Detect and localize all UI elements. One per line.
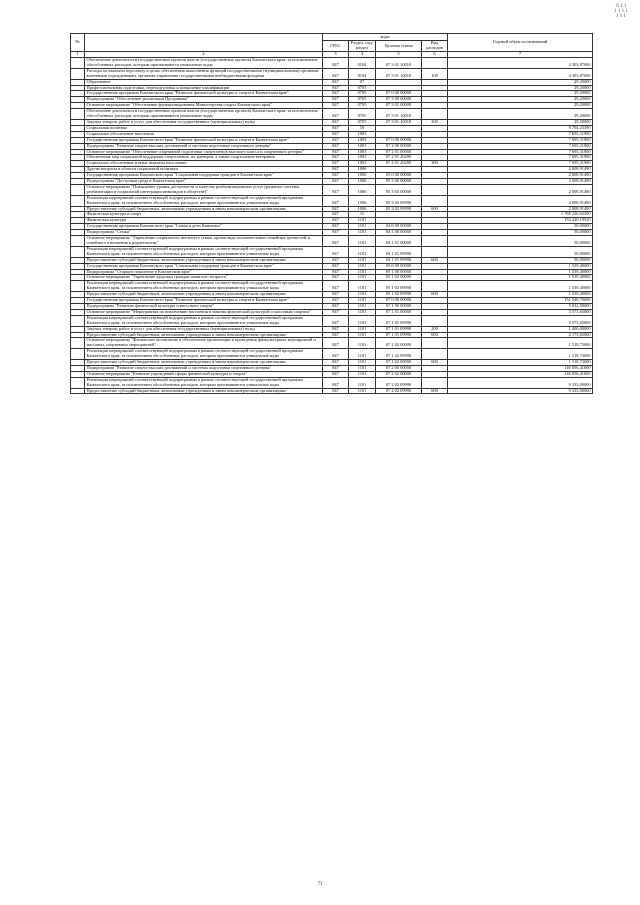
row-amount: 50,00000 xyxy=(448,246,593,257)
row-vid: 600 xyxy=(422,292,448,298)
row-vid xyxy=(422,246,448,257)
row-target: 04 0 00 00000 xyxy=(376,224,422,230)
row-target: 07 1 02 00000 xyxy=(376,338,422,349)
row-amount: 1 400,00000 xyxy=(448,326,593,332)
row-amount: 2 008,91490 xyxy=(448,179,593,185)
row-vid: 600 xyxy=(422,257,448,263)
row-amount: 151 548,79600 xyxy=(448,298,593,304)
row-section: 1101 xyxy=(349,281,376,292)
row-name: Реализация мероприятий соответствующей подпрограммы в рамках соответствующей государственной программы Камчатского края, за исключением обособленных расходов, которым присваиваются уникальные коды xyxy=(85,281,323,292)
row-grbs: 847 xyxy=(323,143,349,149)
row-amount: 1 788 226,02300 xyxy=(448,212,593,218)
row-amount: 1 539,40000 xyxy=(448,269,593,275)
row-target: 07 0 00 00000 xyxy=(376,91,422,97)
row-target: 04 1 01 09990 xyxy=(376,257,422,263)
row-amount: 146 856,41600 xyxy=(448,365,593,371)
row-name: Основное мероприятие "Физическое воспитание и обеспечение организации и проведения физкультурных мероприятий и массовых спортивных мероприятий" xyxy=(85,338,323,349)
row-name: Подпрограмма "Развитие спорта высших достижений и системы подготовки спортивного резерва" xyxy=(85,143,323,149)
row-grbs: 847 xyxy=(323,137,349,143)
row-section: 1101 xyxy=(349,349,376,360)
row-section: 1006 xyxy=(349,195,376,206)
row-section: 1101 xyxy=(349,292,376,298)
row-name: Реализация мероприятий соответствующей подпрограммы в рамках соответствующей государственной программы Камчатского края, за исключением обособленных расходов, которым присваиваются уникальные коды xyxy=(85,315,323,326)
row-vid: 600 xyxy=(422,332,448,338)
row-section: 1101 xyxy=(349,371,376,377)
row-section: 1003 xyxy=(349,149,376,155)
row-section: 1101 xyxy=(349,275,376,281)
row-section: 1003 xyxy=(349,131,376,137)
table-row xyxy=(71,68,593,79)
row-section: 1101 xyxy=(349,269,376,275)
row-name: Закупка товаров, работ и услуг для обеспечения государственных (муниципальных) нужд xyxy=(85,326,323,332)
row-amount: 29,20000 xyxy=(448,109,593,120)
table-row xyxy=(71,338,593,349)
row-section: 0104 xyxy=(349,68,376,79)
row-amount: 50,00000 xyxy=(448,230,593,236)
col-num-header: № xyxy=(71,34,85,52)
col-number: 7 xyxy=(448,52,593,58)
row-grbs: 847 xyxy=(323,377,349,388)
row-amount: 50,00000 xyxy=(448,257,593,263)
row-amount: 3 573,65000 xyxy=(448,309,593,315)
row-section: 07 xyxy=(349,79,376,85)
row-grbs: 847 xyxy=(323,315,349,326)
row-grbs: 847 xyxy=(323,195,349,206)
row-section: 1101 xyxy=(349,365,376,371)
row-name: Основное мероприятие "Укрепление здоровья граждан пожилого возраста" xyxy=(85,275,323,281)
table-row xyxy=(71,388,593,394)
row-grbs: 847 xyxy=(323,263,349,269)
row-amount: 4 303,87000 xyxy=(448,68,593,79)
row-target: 05 3 03 00000 xyxy=(376,184,422,195)
col-amount-header: Годовой объем ассигнований xyxy=(448,34,593,52)
row-grbs: 847 xyxy=(323,119,349,125)
row-grbs: 847 xyxy=(323,125,349,131)
row-amount: 2 008,91490 xyxy=(448,195,593,206)
table-row xyxy=(71,184,593,195)
row-target: 07 2 01 20290 xyxy=(376,155,422,161)
row-grbs: 847 xyxy=(323,338,349,349)
row-amount: 50,00000 xyxy=(448,224,593,230)
row-section: 0104 xyxy=(349,58,376,69)
row-number xyxy=(71,195,85,206)
row-target: 05 0 00 00000 xyxy=(376,173,422,179)
row-name: Основное мероприятие "Обеспечение спортивной подготовки спортсменов высокого класса и спортивного резерва" xyxy=(85,149,323,155)
row-name: Другие вопросы в области социальной политики xyxy=(85,167,323,173)
row-amount: 2 173,65000 xyxy=(448,332,593,338)
row-section: 0705 xyxy=(349,91,376,97)
row-target: 07 2 01 20290 xyxy=(376,161,422,167)
row-amount: 7 695,31900 xyxy=(448,137,593,143)
row-target: 07 2 01 00000 xyxy=(376,149,422,155)
row-name: Основное мероприятие "Развитие учреждений сферы физической культуры и спорта" xyxy=(85,371,323,377)
row-number xyxy=(71,68,85,79)
row-grbs: 847 xyxy=(323,303,349,309)
row-target: 05 1 00 00000 xyxy=(376,269,422,275)
row-number xyxy=(71,377,85,388)
row-target: 07 3 01 10010 xyxy=(376,119,422,125)
row-number xyxy=(71,315,85,326)
row-amount: 7 695,31900 xyxy=(448,149,593,155)
row-name: Основное мероприятие "Мероприятия по вовлечению населения в занятия физической культурой и массовым спортом" xyxy=(85,309,323,315)
row-section: 1101 xyxy=(349,298,376,304)
col-number: 1 xyxy=(71,52,85,58)
row-section: 1006 xyxy=(349,167,376,173)
row-name: Подпрограмма "Обеспечение реализации Программы" xyxy=(85,97,323,103)
page-number: 71 xyxy=(317,882,323,887)
row-vid xyxy=(422,184,448,195)
row-amount: 1 518,73000 xyxy=(448,338,593,349)
row-vid: 600 xyxy=(422,206,448,212)
row-target: 07 3 00 00000 xyxy=(376,97,422,103)
row-name: Физическая культура xyxy=(85,218,323,224)
codes-header: коды xyxy=(323,34,448,41)
row-section: 0705 xyxy=(349,119,376,125)
row-grbs: 847 xyxy=(323,109,349,120)
row-target: 07 3 01 10010 xyxy=(376,58,422,69)
row-amount: 2 008,91490 xyxy=(448,206,593,212)
row-target: 07 2 00 00000 xyxy=(376,143,422,149)
row-section: 1003 xyxy=(349,143,376,149)
row-section: 10 xyxy=(349,125,376,131)
row-name: Реализация мероприятий соответствующей подпрограммы в рамках соответствующей государственной программы Камчатского края, за исключением обособленных расходов, которым присваиваются уникальные коды xyxy=(85,246,323,257)
row-grbs: 847 xyxy=(323,298,349,304)
row-section: 1003 xyxy=(349,155,376,161)
row-amount: 1 539,40000 xyxy=(448,263,593,269)
row-section: 1006 xyxy=(349,173,376,179)
row-grbs: 847 xyxy=(323,218,349,224)
col-number: 6 xyxy=(422,52,448,58)
row-vid: 100 xyxy=(422,68,448,79)
row-name: Закупка товаров, работ и услуг для обеспечения государственных (муниципальных) нужд xyxy=(85,119,323,125)
row-name: Государственная программа Камчатского края "Развитие физической культуры и спорта в Камчатском крае" xyxy=(85,137,323,143)
row-section: 0705 xyxy=(349,103,376,109)
row-grbs: 847 xyxy=(323,388,349,394)
budget-table xyxy=(70,33,593,394)
row-target: 07 1 02 09990 xyxy=(376,360,422,366)
row-name: Профессиональная подготовка, переподготовка и повышение квалификации xyxy=(85,85,323,91)
row-name: Основное мероприятие "Укрепление социального института семьи, пропаганда положительных семейных ценностей и семейного отношения к родительству" xyxy=(85,236,323,247)
row-target: 05 1 02 00000 xyxy=(376,275,422,281)
row-vid xyxy=(422,377,448,388)
row-grbs: 847 xyxy=(323,179,349,185)
row-target: 05 0 00 00000 xyxy=(376,263,422,269)
row-grbs: 847 xyxy=(323,184,349,195)
row-section: 1101 xyxy=(349,303,376,309)
row-amount: 1 539,40000 xyxy=(448,281,593,292)
col-section-header: Раздел, под-раздел xyxy=(349,41,376,52)
table-row xyxy=(71,246,593,257)
row-target: 04 1 01 00000 xyxy=(376,236,422,247)
row-grbs: 847 xyxy=(323,212,349,218)
row-target: 07 1 01 09990 xyxy=(376,332,422,338)
row-amount: 153 220,19520 xyxy=(448,218,593,224)
col-number: 4 xyxy=(349,52,376,58)
row-name: Реализация мероприятий соответствующей подпрограммы в рамках соответствующей государственной программы Камчатского края, за исключением обособленных расходов, которым присваиваются уникальные коды xyxy=(85,377,323,388)
row-name: Государственная программа Камчатского края "Социальная поддержка граждан в Камчатском крае" xyxy=(85,263,323,269)
row-target: 07 2 00 00000 xyxy=(376,365,422,371)
row-name: Расходы на выплаты персоналу в целях обеспечения выполнения функций государственными (муниципальными) органами, казенными учреждениями, органами управления государственными внебюджетными фондами xyxy=(85,68,323,79)
row-target: 07 1 01 09990 xyxy=(376,315,422,326)
row-number xyxy=(71,184,85,195)
row-name: Подпрограмма "Доступная среда в Камчатском крае" xyxy=(85,179,323,185)
row-amount: 29,20000 xyxy=(448,97,593,103)
table-row xyxy=(71,236,593,247)
row-name: Предоставление субсидий бюджетным, автономным учреждениям и иным некоммерческим организациям xyxy=(85,206,323,212)
col-target-header: Целевая статья xyxy=(376,41,422,52)
row-grbs: 847 xyxy=(323,161,349,167)
row-grbs: 847 xyxy=(323,173,349,179)
row-name: Образование xyxy=(85,79,323,85)
row-name: Предоставление субсидий бюджетным, автономным учреждениям и иным некоммерческим организациям xyxy=(85,332,323,338)
row-section: 0705 xyxy=(349,109,376,120)
row-number xyxy=(71,58,85,69)
row-amount: 2 008,91490 xyxy=(448,184,593,195)
row-target: 07 2 02 09990 xyxy=(376,377,422,388)
row-grbs: 847 xyxy=(323,309,349,315)
row-section: 1101 xyxy=(349,332,376,338)
row-vid xyxy=(422,58,448,69)
table-row xyxy=(71,58,593,69)
row-target: 05 3 03 09990 xyxy=(376,195,422,206)
row-amount: 7 695,31900 xyxy=(448,143,593,149)
row-target: 05 3 03 09990 xyxy=(376,206,422,212)
row-grbs: 847 xyxy=(323,371,349,377)
row-number xyxy=(71,246,85,257)
row-amount: 7 695,31900 xyxy=(448,131,593,137)
table-row xyxy=(71,377,593,388)
table-row xyxy=(71,195,593,206)
row-target: 04 1 01 09990 xyxy=(376,246,422,257)
row-grbs: 847 xyxy=(323,68,349,79)
row-number xyxy=(71,388,85,394)
row-name: Государственная программа Камчатского края "Семья и дети Камчатки" xyxy=(85,224,323,230)
row-section: 1101 xyxy=(349,309,376,315)
row-section: 1101 xyxy=(349,388,376,394)
row-amount: 3 573,65000 xyxy=(448,315,593,326)
row-name: Обеспечение деятельности государственных органов власти (государственных органов) Камчатского края, за исключением обособленных расходов, которым присваиваются уникальные коды xyxy=(85,109,323,120)
row-amount: 4 303,87000 xyxy=(448,58,593,69)
col-name-header xyxy=(85,34,323,52)
row-amount: 2 008,91490 xyxy=(448,167,593,173)
row-name: Государственная программа Камчатского края "Социальная поддержка граждан в Камчатском крае" xyxy=(85,173,323,179)
col-vid-header: Вид расходов xyxy=(422,41,448,52)
row-target: 07 3 01 10010 xyxy=(376,109,422,120)
row-target: 07 0 00 00000 xyxy=(376,298,422,304)
row-name: Социальная политика xyxy=(85,125,323,131)
row-amount: 2 008,91490 xyxy=(448,173,593,179)
row-grbs: 847 xyxy=(323,230,349,236)
row-section: 11 xyxy=(349,212,376,218)
row-grbs: 847 xyxy=(323,155,349,161)
row-section: 1101 xyxy=(349,257,376,263)
row-grbs: 847 xyxy=(323,349,349,360)
row-section: 1101 xyxy=(349,360,376,366)
row-target: 07 1 01 00000 xyxy=(376,309,422,315)
row-section: 1101 xyxy=(349,224,376,230)
row-name: Подпрограмма "Старшее поколение в Камчатском крае" xyxy=(85,269,323,275)
row-name: Предоставление субсидий бюджетным, автономным учреждениям и иным некоммерческим организациям xyxy=(85,388,323,394)
row-vid xyxy=(422,281,448,292)
row-section: 1101 xyxy=(349,377,376,388)
row-grbs: 847 xyxy=(323,131,349,137)
row-name: Физическая культура и спорт xyxy=(85,212,323,218)
row-amount: 1 518,73000 xyxy=(448,349,593,360)
row-section: 1003 xyxy=(349,161,376,167)
col-grbs-header: ГРБС xyxy=(323,41,349,52)
row-section: 1101 xyxy=(349,218,376,224)
row-grbs: 847 xyxy=(323,246,349,257)
row-vid xyxy=(422,338,448,349)
table-row xyxy=(71,349,593,360)
row-grbs: 847 xyxy=(323,326,349,332)
row-grbs: 847 xyxy=(323,167,349,173)
row-grbs: 847 xyxy=(323,206,349,212)
row-amount: 5 032,88000 xyxy=(448,303,593,309)
table-row xyxy=(71,281,593,292)
row-number xyxy=(71,109,85,120)
row-amount: 1 518,73000 xyxy=(448,360,593,366)
row-target: 05 3 00 00000 xyxy=(376,179,422,185)
row-vid: 600 xyxy=(422,388,448,394)
row-vid: 200 xyxy=(422,119,448,125)
row-target: 07 2 02 09990 xyxy=(376,388,422,394)
row-number xyxy=(71,281,85,292)
row-vid xyxy=(422,349,448,360)
row-name: Обеспечение мер социальной поддержки спортсменов, их тренеров, а также спортсменов-ветеранов xyxy=(85,155,323,161)
col-number: 2 xyxy=(85,52,323,58)
row-name: Предоставление субсидий бюджетным, автономным учреждениям и иным некоммерческим организациям xyxy=(85,360,323,366)
row-grbs: 847 xyxy=(323,269,349,275)
row-amount: 1 539,40000 xyxy=(448,275,593,281)
row-amount: 9 333,00000 xyxy=(448,388,593,394)
row-number xyxy=(71,338,85,349)
row-name: Подпрограмма "Развитие физической культуры и массового спорта" xyxy=(85,303,323,309)
row-name: Основное мероприятие "Обеспечение функционирования Министерства спорта Камчатского края" xyxy=(85,103,323,109)
row-section: 1006 xyxy=(349,206,376,212)
row-name: Подпрограмма "Развитие спорта высших достижений и системы подготовки спортивного резерва" xyxy=(85,365,323,371)
row-grbs: 847 xyxy=(323,97,349,103)
row-name: Обеспечение деятельности государственных органов власти (государственных органов) Камчатского края, за исключением обособленных расходов, которым присваиваются уникальные коды xyxy=(85,58,323,69)
row-target: 07 2 02 00000 xyxy=(376,371,422,377)
row-vid xyxy=(422,109,448,120)
row-section: 1101 xyxy=(349,230,376,236)
table-row xyxy=(71,315,593,326)
row-name: Социальное обеспечение и иные выплаты населению xyxy=(85,161,323,167)
row-grbs: 847 xyxy=(323,360,349,366)
row-grbs: 847 xyxy=(323,332,349,338)
row-amount: 29,20000 xyxy=(448,79,593,85)
row-section: 1101 xyxy=(349,315,376,326)
row-section: 1101 xyxy=(349,326,376,332)
row-target: 05 1 02 09990 xyxy=(376,281,422,292)
row-name: Предоставление субсидий бюджетным, автономным учреждениям и иным некоммерческим организациям xyxy=(85,292,323,298)
row-section: 1101 xyxy=(349,246,376,257)
row-name: Основное мероприятие "Повышение уровня доступности и качества реабилитационных услуг (развитие системы реабилитации и социальной интеграции инвалидов в обществе)" xyxy=(85,184,323,195)
row-vid: 600 xyxy=(422,360,448,366)
row-section: 1003 xyxy=(349,137,376,143)
row-amount: 29,20000 xyxy=(448,85,593,91)
row-vid: 200 xyxy=(422,326,448,332)
row-name: Реализация мероприятий соответствующей подпрограммы в рамках соответствующей государственной программы Камчатского края, за исключением обособленных расходов, которым присваиваются уникальные коды xyxy=(85,195,323,206)
row-name: Государственная программа Камчатского края "Развитие физической культуры и спорта в Камчатском крае" xyxy=(85,91,323,97)
row-amount: 29,20000 xyxy=(448,103,593,109)
row-amount: 1 539,40000 xyxy=(448,292,593,298)
row-grbs: 847 xyxy=(323,292,349,298)
row-amount: 9 704,23390 xyxy=(448,125,593,131)
row-section: 1101 xyxy=(349,263,376,269)
margin-note: Л 1 1 1 1 1 1 1 1 1 xyxy=(614,4,628,19)
row-section: 0705 xyxy=(349,85,376,91)
row-section: 1006 xyxy=(349,184,376,195)
row-vid: 300 xyxy=(422,161,448,167)
row-target: 07 3 01 10010 xyxy=(376,68,422,79)
row-number xyxy=(71,349,85,360)
row-grbs: 847 xyxy=(323,224,349,230)
row-name: Социальное обеспечение населения xyxy=(85,131,323,137)
row-target: 04 1 00 00000 xyxy=(376,230,422,236)
row-section: 1101 xyxy=(349,338,376,349)
row-name: Подпрограмма "Семья" xyxy=(85,230,323,236)
row-vid xyxy=(422,195,448,206)
row-grbs: 847 xyxy=(323,275,349,281)
row-grbs: 847 xyxy=(323,257,349,263)
row-grbs: 847 xyxy=(323,85,349,91)
row-target: 05 1 02 09990 xyxy=(376,292,422,298)
row-name: Реализация мероприятий соответствующей подпрограммы в рамках соответствующей государственной программы Камчатского края, за исключением обособленных расходов, которым присваиваются уникальные коды xyxy=(85,349,323,360)
row-target: 07 1 00 00000 xyxy=(376,303,422,309)
table-row xyxy=(71,109,593,120)
row-target: 07 1 01 09990 xyxy=(376,326,422,332)
row-name: Предоставление субсидий бюджетным, автономным учреждениям и иным некоммерческим организациям xyxy=(85,257,323,263)
row-grbs: 847 xyxy=(323,91,349,97)
row-grbs: 847 xyxy=(323,281,349,292)
row-number xyxy=(71,236,85,247)
row-grbs: 847 xyxy=(323,365,349,371)
row-amount: 7 695,31900 xyxy=(448,161,593,167)
row-grbs: 847 xyxy=(323,236,349,247)
row-target: 07 1 02 09990 xyxy=(376,349,422,360)
row-grbs: 847 xyxy=(323,103,349,109)
row-amount: 9 333,00000 xyxy=(448,377,593,388)
row-vid xyxy=(422,315,448,326)
row-vid xyxy=(422,236,448,247)
row-target: 07 0 00 00000 xyxy=(376,137,422,143)
col-number: 5 xyxy=(376,52,422,58)
row-grbs: 847 xyxy=(323,79,349,85)
row-amount: 29,20000 xyxy=(448,119,593,125)
row-section: 1006 xyxy=(349,179,376,185)
col-number: 3 xyxy=(323,52,349,58)
row-amount: 146 856,41600 xyxy=(448,371,593,377)
row-section: 0705 xyxy=(349,97,376,103)
row-amount: 29,20000 xyxy=(448,91,593,97)
row-name: Государственная программа Камчатского края "Развитие физической культуры и спорта в Камчатском крае" xyxy=(85,298,323,304)
row-amount: 7 695,31900 xyxy=(448,155,593,161)
row-grbs: 847 xyxy=(323,58,349,69)
row-target: 07 3 01 00000 xyxy=(376,103,422,109)
row-grbs: 847 xyxy=(323,149,349,155)
row-amount: 50,00000 xyxy=(448,236,593,247)
row-section: 1101 xyxy=(349,236,376,247)
